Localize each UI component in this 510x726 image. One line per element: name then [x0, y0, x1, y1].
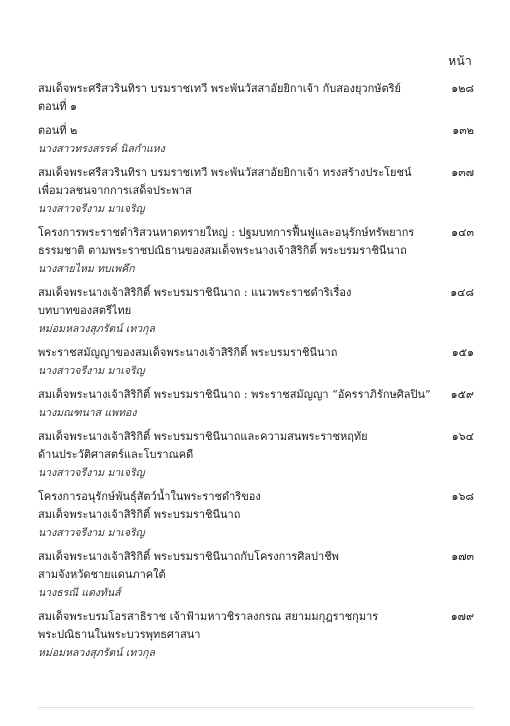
- toc-entry-author: นางสาวทรงสรรค์ นิลกำแหง: [38, 143, 165, 155]
- toc-entry-title-line: โครงการพระราชดำริสวนหาดทรายใหญ่ : ปฐมบทการฟื้นฟูและอนุรักษ์ทรัพยากร: [38, 226, 415, 239]
- toc-entry[interactable]: [38, 80, 474, 116]
- toc-entry-page-number: ๑๖๘: [451, 490, 474, 503]
- toc-entry-author: นางมณฑนาส แพทอง: [38, 407, 137, 419]
- toc-entry-title-line: สมเด็จพระนางเจ้าสิริกิติ์ พระบรมราชินีนาถ : พระราชสมัญญา “อัครราภิรักษศิลปิน”: [38, 388, 431, 401]
- toc-entry-title-line: สามจังหวัดชายแดนภาคใต้: [38, 568, 166, 581]
- toc-entry[interactable]: [38, 548, 474, 602]
- toc-entry[interactable]: [38, 284, 474, 338]
- toc-entry-page-number: ๑๔๘: [450, 286, 474, 299]
- toc-entry-page-number: ๑๖๔: [451, 430, 474, 443]
- toc-entry[interactable]: [38, 386, 474, 422]
- toc-entry-author: นางสาวจรีงาม มาเจริญ: [38, 527, 145, 539]
- toc-entry-author: นางสาวจรีงาม มาเจริญ: [38, 467, 145, 479]
- toc-entry-title-line: สมเด็จพระนางเจ้าสิริกิติ์ พระบรมราชินีนาถ: [38, 508, 241, 521]
- toc-entry-title-line: ธรรมชาติ ตามพระราชปณิธานของสมเด็จพระนางเจ้าสิริกิติ์ พระบรมราชินีนาถ: [38, 244, 407, 257]
- toc-entry-page-number: ๑๕๙: [450, 388, 474, 401]
- toc-entry[interactable]: [38, 488, 474, 542]
- toc-entry-author: นางสาวจรีงาม มาเจริญ: [38, 365, 145, 377]
- toc-entry-title-line: สมเด็จพระศรีสวรินทิรา บรมราชเทวี พระพันวัสสาอัยยิกาเจ้า ทรงสร้างประโยชน์: [38, 166, 412, 179]
- toc-entry[interactable]: [38, 224, 474, 278]
- toc-entry[interactable]: [38, 428, 474, 482]
- toc-entry-title-line: สมเด็จพระนางเจ้าสิริกิติ์ พระบรมราชินีนาถ : แนวพระราชดำริเรื่อง: [38, 286, 352, 299]
- toc-entry[interactable]: [38, 608, 474, 662]
- toc-entry[interactable]: [38, 122, 474, 158]
- toc-entry-title-line: สมเด็จพระศรีสวรินทิรา บรมราชเทวี พระพันวัสสาอัยยิกาเจ้า กับสองยุวกษัตริย์: [38, 82, 401, 95]
- toc-entry-title-line: ตอนที่ ๑: [38, 100, 77, 113]
- toc-entry-title-line: เพื่อมวลชนจากการเสด็จประพาส: [38, 184, 192, 197]
- page-bottom-edge: [38, 707, 474, 708]
- toc-entry[interactable]: [38, 164, 474, 218]
- toc-entry-page-number: ๑๗๙: [450, 610, 474, 623]
- toc-entry-page-number: ๑๔๓: [451, 226, 474, 239]
- toc-entry-page-number: ๑๒๘: [451, 82, 474, 95]
- toc-entry-author: หม่อมหลวงสุภรัตน์ เทวกุล: [38, 323, 155, 335]
- toc-entry-page-number: ๑๗๓: [451, 550, 474, 563]
- toc-entry-title-line: สมเด็จพระนางเจ้าสิริกิติ์ พระบรมราชินีนาถกับโครงการศิลปาชีพ: [38, 550, 339, 563]
- toc-entry-author: นางสาวจรีงาม มาเจริญ: [38, 203, 145, 215]
- page-column-header: หน้า: [448, 54, 472, 68]
- toc-entry-title-line: พระปณิธานในพระบวรพุทธศาสนา: [38, 628, 201, 641]
- toc-entry-author: นางธรณี แดงทันส์: [38, 587, 121, 599]
- toc-entry-author: นางสายไหม ทบเพคึก: [38, 263, 135, 275]
- toc-entry-title-line: โครงการอนุรักษ์พันธุ์สัตว์น้ำในพระราชดำริของ: [38, 490, 261, 503]
- toc-entry-title-line: ตอนที่ ๒: [38, 124, 78, 137]
- toc-entry-author: หม่อมหลวงสุภรัตน์ เทวกุล: [38, 647, 155, 659]
- toc-entry-title-line: สมเด็จพระนางเจ้าสิริกิติ์ พระบรมราชินีนาถและความสนพระราชหฤทัย: [38, 430, 368, 443]
- toc-entry-title-line: บทบาทของสตรีไทย: [38, 304, 132, 317]
- toc-entry[interactable]: [38, 344, 474, 380]
- toc-entry-page-number: ๑๕๑: [451, 346, 474, 359]
- toc-entry-title-line: ด้านประวัติศาสตร์และโบราณคดี: [38, 448, 194, 461]
- table-of-contents: [38, 80, 474, 668]
- toc-entry-title-line: พระราชสมัญญาของสมเด็จพระนางเจ้าสิริกิติ์ พระบรมราชินีนาถ: [38, 346, 338, 359]
- toc-entry-page-number: ๑๓๗: [451, 166, 474, 179]
- toc-entry-title-line: สมเด็จพระบรมโอรสาธิราช เจ้าฟ้ามหาวชิราลงกรณ สยามมกุฎราชกุมาร: [38, 610, 379, 623]
- toc-entry-page-number: ๑๓๒: [452, 124, 474, 137]
